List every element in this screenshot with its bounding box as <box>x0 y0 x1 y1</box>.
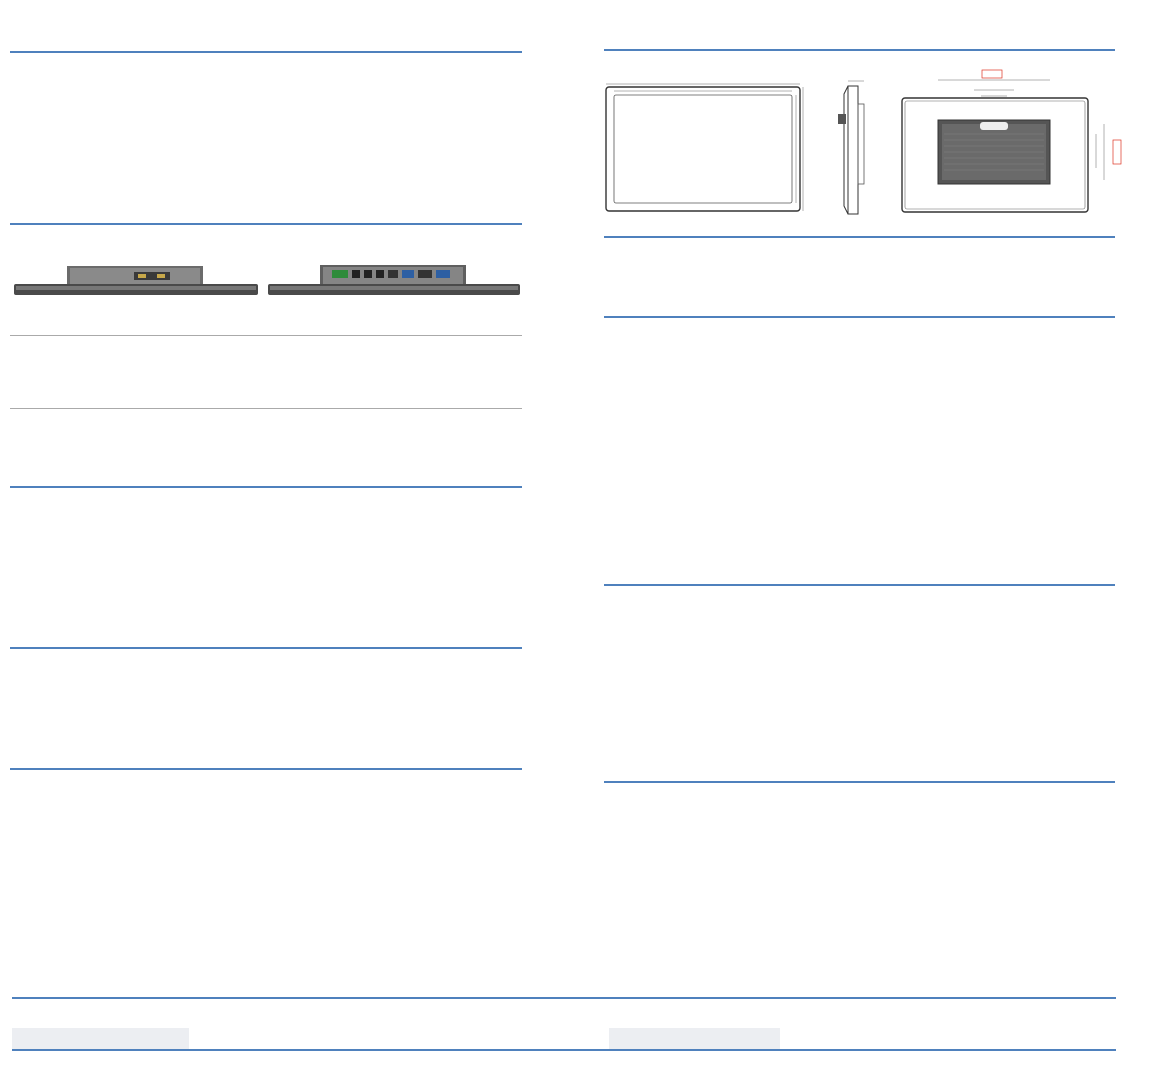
power-key <box>609 1028 780 1050</box>
power-parameters-table <box>12 1028 1116 1051</box>
divider <box>604 49 1115 51</box>
divider <box>10 223 522 225</box>
divider <box>604 781 1115 783</box>
divider <box>604 236 1115 238</box>
product-bottom-view-image-1 <box>12 262 260 302</box>
power-value <box>780 1028 1116 1050</box>
divider <box>10 647 522 649</box>
power-key <box>12 1028 189 1050</box>
front-view-drawing <box>606 84 803 211</box>
side-view-drawing <box>838 81 864 214</box>
table-row <box>12 1028 1116 1050</box>
back-view-drawing <box>902 70 1121 212</box>
divider <box>10 768 522 770</box>
divider <box>604 316 1115 318</box>
divider <box>10 408 522 409</box>
divider <box>604 584 1115 586</box>
divider <box>12 997 1116 999</box>
divider <box>12 1049 1116 1051</box>
dimension-drawing <box>600 64 1130 222</box>
divider <box>10 486 522 488</box>
divider <box>10 51 522 53</box>
product-bottom-view-image-2 <box>266 262 522 302</box>
divider <box>10 335 522 336</box>
power-value <box>189 1028 609 1050</box>
